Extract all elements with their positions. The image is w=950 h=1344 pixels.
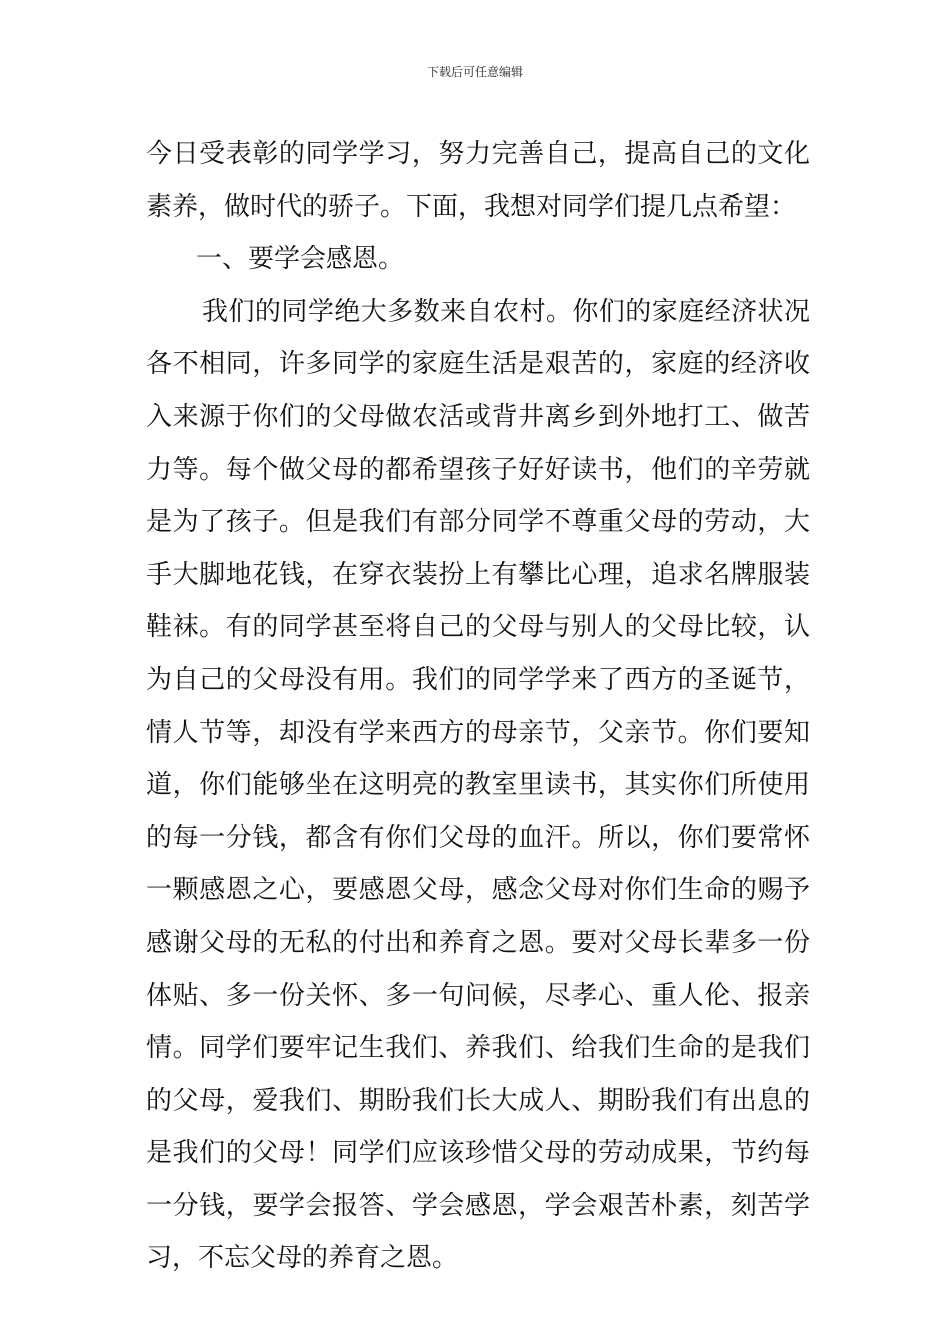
text-line: 今日受表彰的同学学习，努力完善自己，提高自己的文化 [146,139,810,169]
text-line: 感谢父母的无私的付出和养育之恩。要对父母长辈多一份 [146,927,810,958]
text-line: 素养，做时代的骄子。下面，我想对同学们提几点希望： [146,191,797,222]
text-line: 鞋袜。有的同学甚至将自己的父母与别人的父母比较，认 [146,612,810,643]
text-line: 的父母，爱我们、期盼我们长大成人、期盼我们有出息的 [146,1085,810,1116]
text-line: 力等。每个做父母的都希望孩子好好读书，他们的辛劳就 [146,454,810,485]
text-line: 我们的同学绝大多数来自农村。你们的家庭经济状况 [202,296,810,327]
text-line: 各不相同，许多同学的家庭生活是艰苦的，家庭的经济收 [146,349,810,380]
body-text [146,128,810,1285]
text-line: 情。同学们要牢记生我们、养我们、给我们生命的是我们 [146,1033,810,1064]
section-heading: 一、要学会感恩。 [196,244,405,275]
text-line: 一分钱，要学会报答、学会感恩，学会艰苦朴素，刻苦学 [146,1190,810,1221]
text-line: 是我们的父母！同学们应该珍惜父母的劳动成果，节约每 [146,1138,810,1169]
text-line: 一颗感恩之心，要感恩父母，感念父母对你们生命的赐予 [146,875,810,906]
text-line: 习，不忘父母的养育之恩。 [146,1243,459,1274]
text-line: 情人节等，却没有学来西方的母亲节，父亲节。你们要知 [146,717,810,748]
text-line: 体贴、多一份关怀、多一句问候，尽孝心、重人伦、报亲 [146,980,810,1011]
text-line: 入来源于你们的父母做农活或背井离乡到外地打工、做苦 [146,401,810,432]
text-line: 的每一分钱，都含有你们父母的血汗。所以，你们要常怀 [146,822,810,853]
text-line: 道，你们能够坐在这明亮的教室里读书，其实你们所使用 [146,770,810,801]
page-header: 下载后可任意编辑 [426,65,523,79]
text-line: 是为了孩子。但是我们有部分同学不尊重父母的劳动，大 [146,507,810,538]
text-line: 为自己的父母没有用。我们的同学学来了西方的圣诞节， [146,664,810,695]
text-line: 手大脚地花钱，在穿衣装扮上有攀比心理，追求名牌服装 [146,559,810,590]
